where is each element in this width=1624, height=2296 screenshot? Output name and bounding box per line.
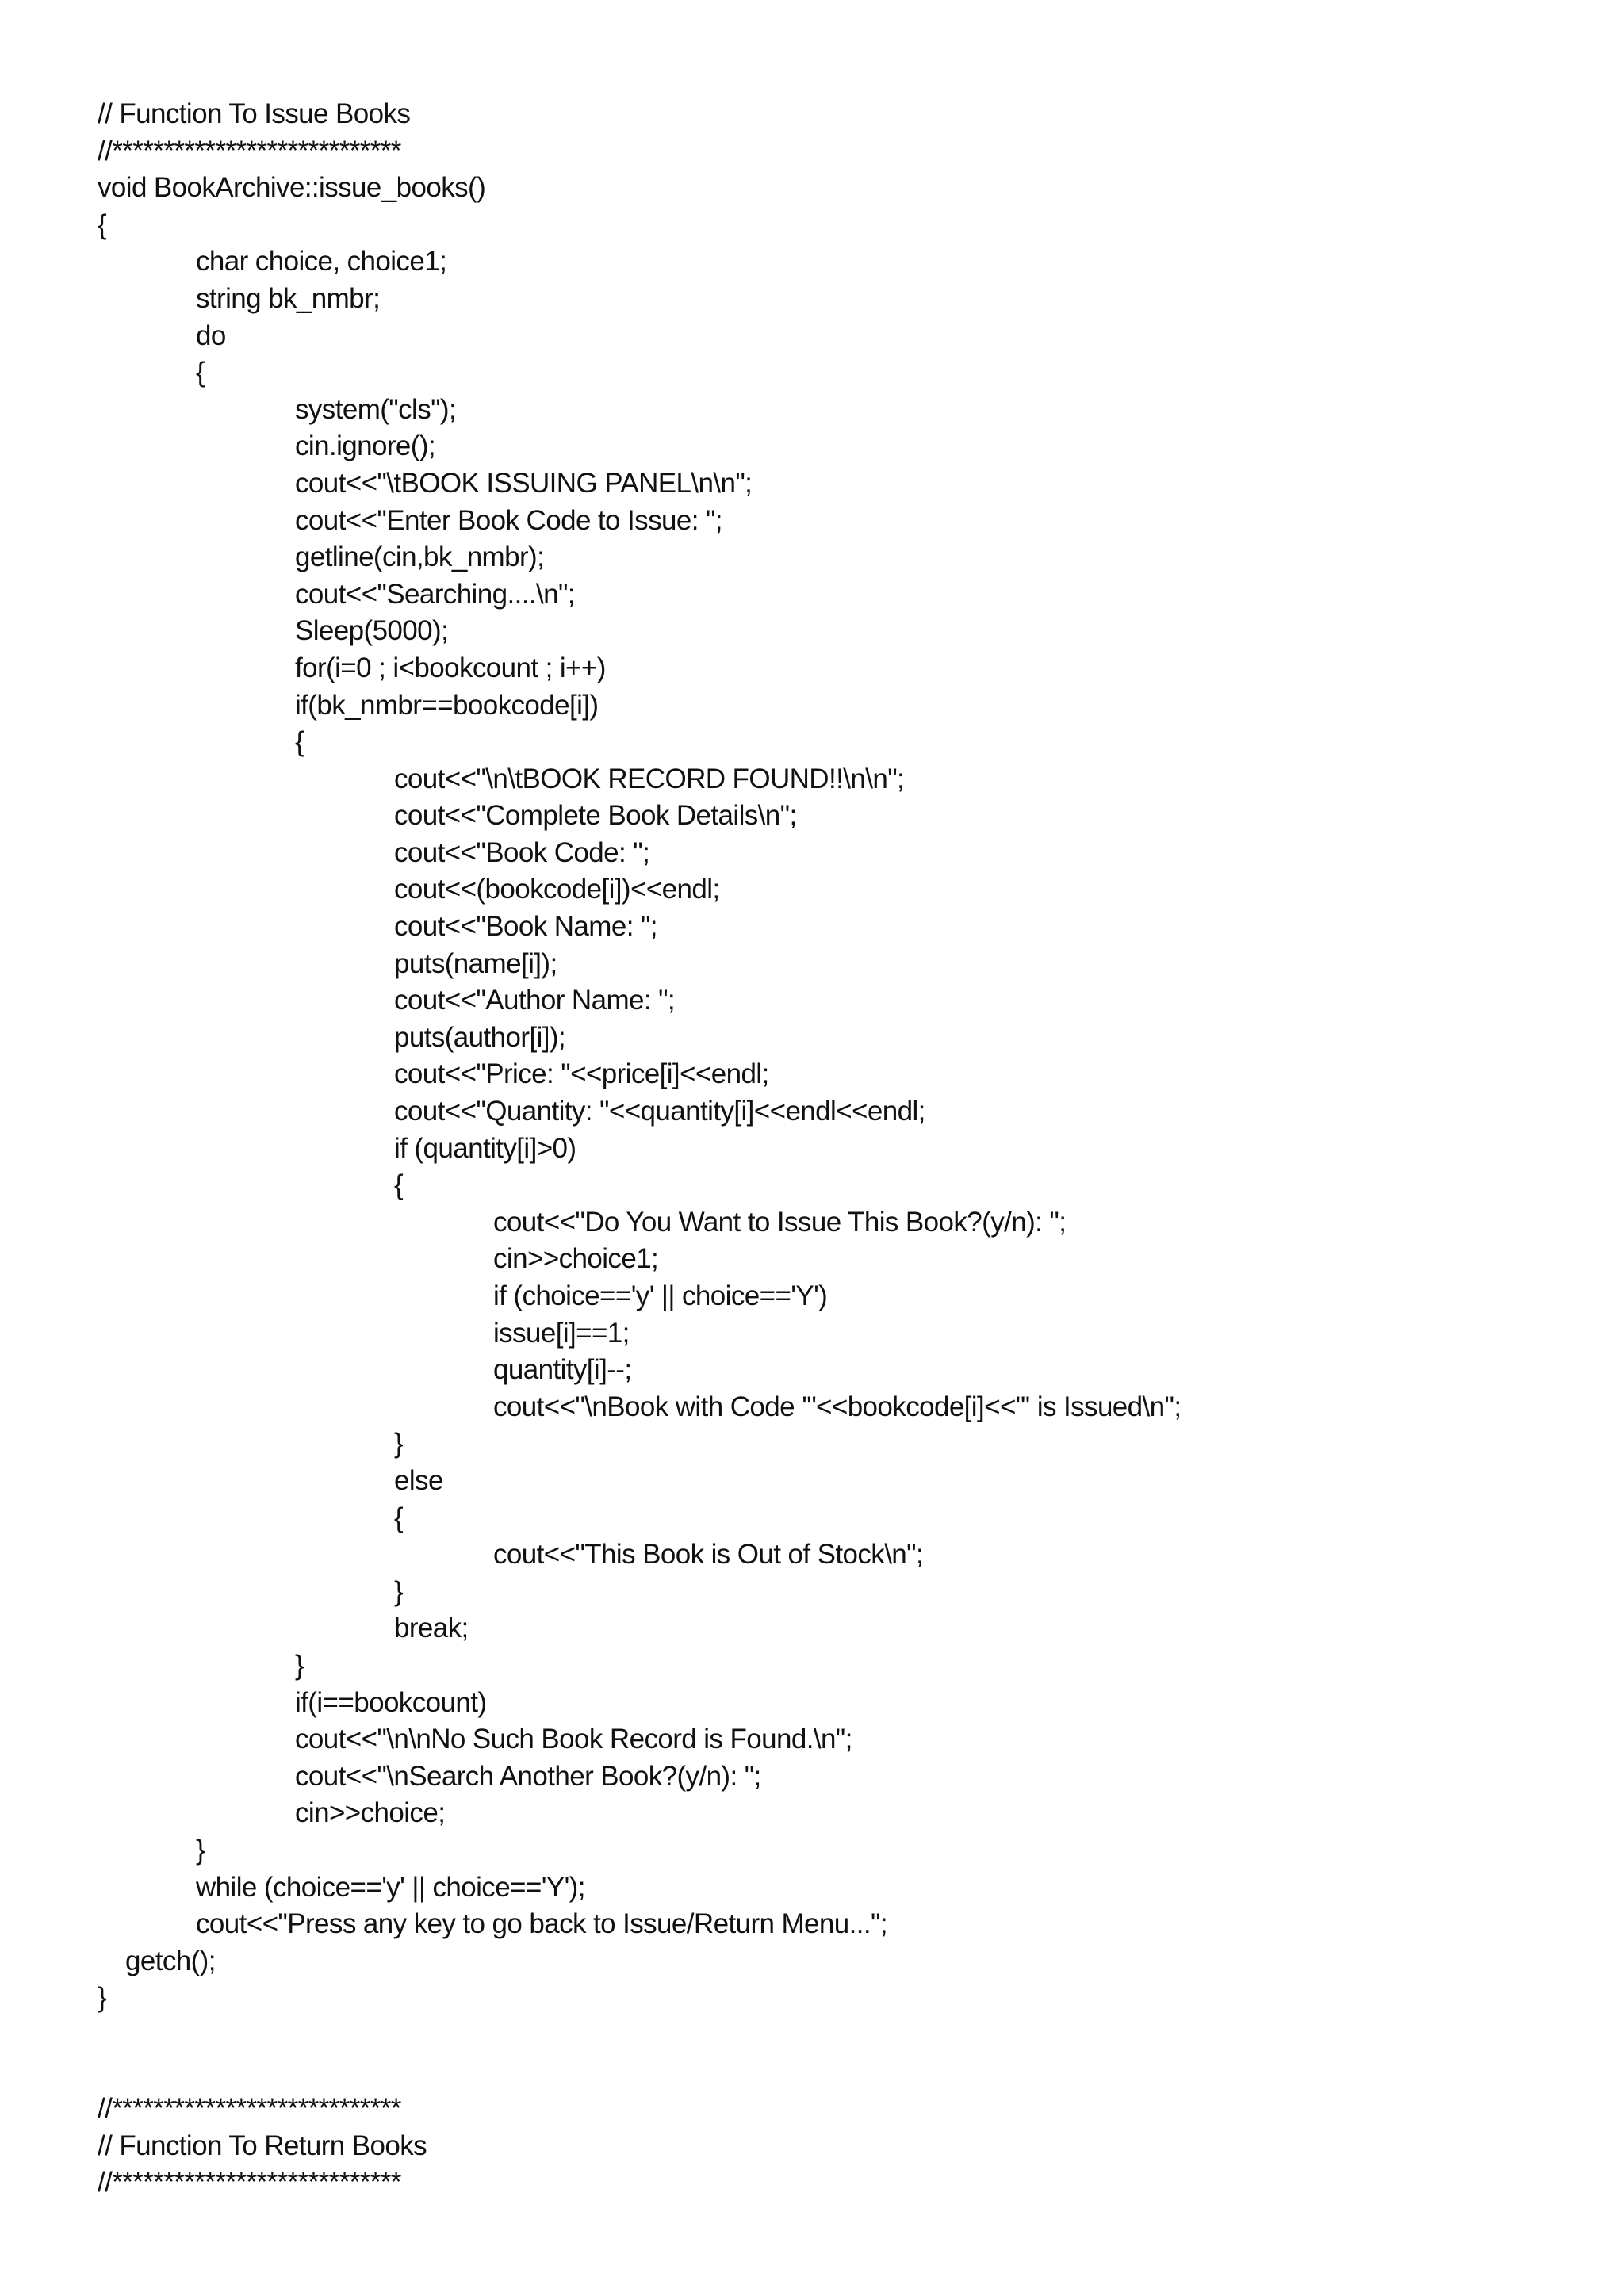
- code-line: cout<<"Quantity: "<<quantity[i]<<endl<<endl;: [394, 1096, 925, 1127]
- code-line: //****************************: [98, 2167, 401, 2198]
- code-line: if(bk_nmbr==bookcode[i]): [295, 689, 599, 721]
- code-line: {: [98, 209, 107, 240]
- code-line: while (choice=='y' || choice=='Y');: [196, 1871, 585, 1903]
- code-line: {: [394, 1502, 404, 1533]
- code-line: break;: [394, 1613, 469, 1644]
- code-line: if(i==bookcount): [295, 1686, 487, 1718]
- code-line: {: [295, 726, 304, 758]
- code-line: for(i=0 ; i<bookcount ; i++): [295, 652, 606, 683]
- code-line: [98, 2053, 1181, 2091]
- code-line: cout<<"\nSearch Another Book?(y/n): ";: [295, 1760, 761, 1792]
- code-line: cout<<"Press any key to go back to Issue/Return Menu...";: [196, 1908, 887, 1940]
- code-line: cin>>choice1;: [493, 1243, 659, 1275]
- code-line: puts(name[i]);: [394, 947, 557, 979]
- code-line: // Function To Return Books: [98, 2130, 427, 2161]
- code-line: Sleep(5000);: [295, 615, 449, 647]
- code-line: cin.ignore();: [295, 430, 435, 462]
- code-line: void BookArchive::issue_books(): [98, 172, 486, 204]
- code-line: }: [394, 1575, 404, 1607]
- code-line: {: [394, 1169, 404, 1201]
- code-line: string bk_nmbr;: [196, 282, 381, 314]
- code-line: [98, 2017, 1181, 2054]
- code-line: do: [196, 320, 226, 351]
- code-line: //****************************: [98, 135, 401, 166]
- code-line: cout<<"Book Code: ";: [394, 836, 650, 868]
- code-line: cout<<"\tBOOK ISSUING PANEL\n\n";: [295, 467, 753, 499]
- code-line: cout<<"Price: "<<price[i]<<endl;: [394, 1058, 769, 1090]
- code-line: cout<<"Complete Book Details\n";: [394, 800, 797, 832]
- code-line: system("cls");: [295, 393, 457, 425]
- code-line: cout<<"Enter Book Code to Issue: ";: [295, 504, 722, 536]
- code-listing: [98, 96, 1181, 2202]
- code-line: cout<<"\nBook with Code '"<<bookcode[i]<<"' is Issued\n";: [493, 1391, 1182, 1422]
- code-line: issue[i]==1;: [493, 1317, 630, 1349]
- code-line: cin>>choice;: [295, 1797, 446, 1829]
- code-line: }: [394, 1428, 404, 1460]
- code-line: }: [98, 1982, 107, 2014]
- code-line: }: [295, 1649, 304, 1681]
- code-line: char choice, choice1;: [196, 246, 447, 277]
- code-line: getch();: [125, 1945, 216, 1976]
- code-line: if (choice=='y' || choice=='Y'): [493, 1280, 828, 1311]
- code-line: // Function To Issue Books: [98, 98, 411, 129]
- code-line: getline(cin,bk_nmbr);: [295, 541, 545, 573]
- code-line: if (quantity[i]>0): [394, 1132, 576, 1164]
- code-line: cout<<"\n\nNo Such Book Record is Found.\n";: [295, 1724, 852, 1755]
- code-line: cout<<(bookcode[i])<<endl;: [394, 874, 720, 905]
- code-line: //****************************: [98, 2093, 401, 2125]
- code-line: cout<<"Searching....\n";: [295, 578, 575, 610]
- code-line: }: [196, 1834, 205, 1866]
- code-line: puts(author[i]);: [394, 1021, 566, 1053]
- code-line: cout<<"Do You Want to Issue This Book?(y/n): ";: [493, 1206, 1067, 1238]
- code-line: cout<<"This Book is Out of Stock\n";: [493, 1539, 924, 1571]
- code-line: else: [394, 1464, 443, 1496]
- code-line: cout<<"Author Name: ";: [394, 985, 676, 1016]
- code-line: quantity[i]--;: [493, 1354, 632, 1386]
- code-line: cout<<"Book Name: ";: [394, 911, 657, 943]
- code-line: {: [196, 357, 205, 388]
- code-line: cout<<"\n\tBOOK RECORD FOUND!!\n\n";: [394, 763, 905, 794]
